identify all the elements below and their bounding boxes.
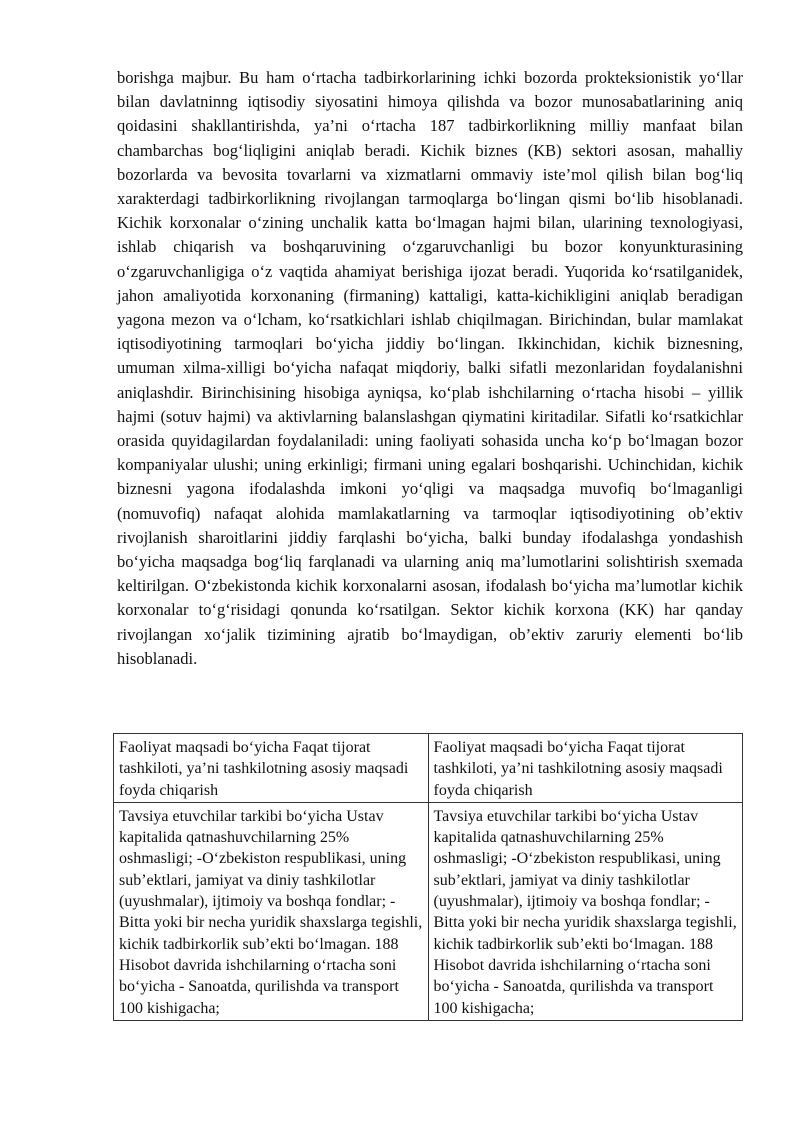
table-cell: Faoliyat maqsadi bo‘yicha Faqat tijorat tashkiloti, ya’ni tashkilotning asosiy maqsadi foyda chiqarish: [428, 734, 743, 803]
table-cell: Tavsiya etuvchilar tarkibi bo‘yicha Ustav kapitalida qatnashuvchilarning 25% oshmasligi; -O‘zbekiston respublikasi, uning sub’ektlari, jamiyat va diniy tashkilotlar (uyushmalar), ijtimoiy va boshqa fondlar; -Bitta yoki bir necha yuridik shaxslarga tegishli, kichik tadbirkorlik sub’ekti bo‘lmagan. 188 Hisobot davrida ishchilarning o‘rtacha soni bo‘yicha - Sanoatda, qurilishda va transport 100 kishigacha;: [114, 802, 429, 1020]
table-row: [114, 802, 743, 1020]
criteria-table: [113, 733, 743, 1021]
table-row: [114, 734, 743, 803]
body-paragraph: borishga majbur. Bu ham o‘rtacha tadbirkorlarining ichki bozorda prokteksionistik yo‘llar bilan davlatninng iqtisodiy siyosatini himoya qilishda va bozor munosabatlarining aniq qoidasini shakllantirishda, ya’ni o‘rtacha 187 tadbirkorlikning milliy manfaat bilan chambarchas bog‘liqligini aniqlab beradi. Kichik biznes (KB) sektori asosan, mahalliy bozorlarda va bevosita tovarlarni va xizmatlarni ommaviy iste’mol qilish bilan bog‘liq xarakterdagi tadbirkorlikning rivojlangan tarmoqlarga bo‘lingan qismi bo‘lib hisoblanadi. Kichik korxonalar o‘zining unchalik katta bo‘lmagan hajmi bilan, ularining texnologiyasi, ishlab chiqarish va boshqaruvining o‘zgaruvchanligi bu bozor konyunkturasining o‘zgaruvchanligiga o‘z vaqtida ahamiyat berishiga ijozat beradi. Yuqorida ko‘rsatilganidek, jahon amaliyotida korxonaning (firmaning) kattaligi, katta-kichikligini aniqlab beradigan yagona mezon va o‘lcham, ko‘rsatkichlari ishlab chiqilmagan. Birichindan, bular mamlakat iqtisodiyotining tarmoqlari bo‘yicha jiddiy bo‘lingan. Ikkinchidan, kichik biznesning, umuman xilma-xilligi bo‘yicha nafaqat miqdoriy, balki sifatli mezonlaridan foydalanishni aniqlashdir. Birinchisining hisobiga ayniqsa, ko‘plab ishchilarning o‘rtacha hisobi – yillik hajmi (sotuv hajmi) va aktivlarning balanslashgan qiymatini kiritadilar. Sifatli ko‘rsatkichlar orasida quyidagilardan foydalaniladi: uning faoliyati sohasida uncha ko‘p bo‘lmagan bozor kompaniyalar ulushi; uning erkinligi; firmani uning egalari boshqarishi. Uchinchidan, kichik biznesni yagona ifodalashda imkoni yo‘qligi va maqsadga muvofiq bo‘lmaganligi (nomuvofiq) nafaqat alohida mamlakatlarning va tarmoqlar iqtisodiyotining ob’ektiv rivojlanish sharoitlarini jiddiy farqlashi bo‘yicha, balki bunday ifodalashga yondashish bo‘yicha maqsadga bog‘liq farqlanadi va ularning aniq ma’lumotlarini solishtirish sxemada keltirilgan. O‘zbekistonda kichik korxonalarni asosan, ifodalash bo‘yicha ma’lumotlar kichik korxonalar to‘g‘risidagi qonunda ko‘rsatilgan. Sektor kichik korxona (KK) har qanday rivojlangan xo‘jalik tizimining ajratib bo‘lmaydigan, ob’ektiv zaruriy elementi bo‘lib hisoblanadi.: [117, 68, 743, 668]
table-cell: Tavsiya etuvchilar tarkibi bo‘yicha Ustav kapitalida qatnashuvchilarning 25% oshmasligi; -O‘zbekiston respublikasi, uning sub’ektlari, jamiyat va diniy tashkilotlar (uyushmalar), ijtimoiy va boshqa fondlar; -Bitta yoki bir necha yuridik shaxslarga tegishli, kichik tadbirkorlik sub’ekti bo‘lmagan. 188 Hisobot davrida ishchilarning o‘rtacha soni bo‘yicha - Sanoatda, qurilishda va transport 100 kishigacha;: [428, 802, 743, 1020]
table-cell: Faoliyat maqsadi bo‘yicha Faqat tijorat tashkiloti, ya’ni tashkilotning asosiy maqsadi foyda chiqarish: [114, 734, 429, 803]
